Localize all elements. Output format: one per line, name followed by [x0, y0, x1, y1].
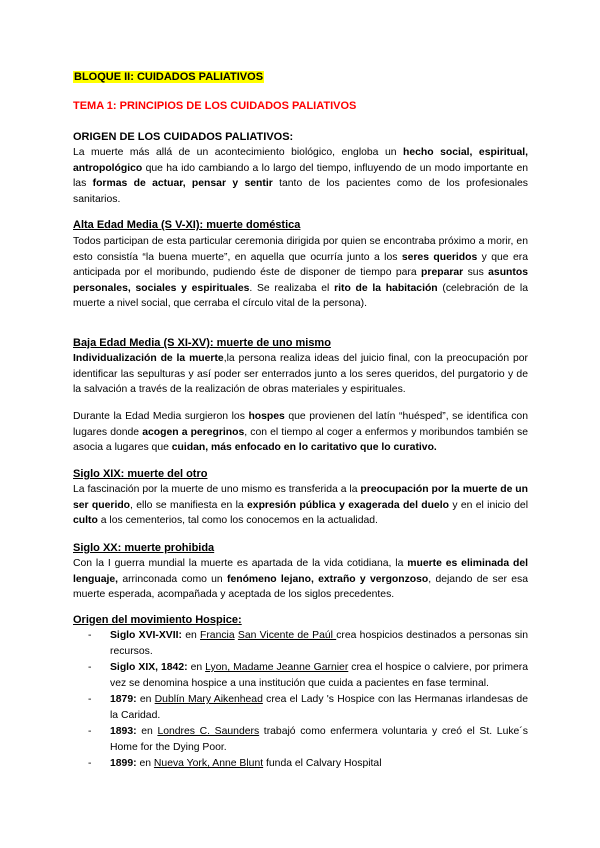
- xx-century-paragraph: Con la I guerra mundial la muerte es apartada de la vida cotidiana, la muerte es eliminada del lenguaje, arrinconada como un fenómeno lejano, extraño y vergonzoso, dejando de ser esa muerte esperada, acompañada y aceptada de los siglos precedentes.: [73, 558, 528, 600]
- list-item: - Siglo XVI-XVII: en Francia San Vicente de Paúl crea hospicios destinados a personas sin recursos.: [88, 630, 529, 657]
- hospice-heading: Origen del movimiento Hospice:: [73, 614, 242, 626]
- origin-heading: ORIGEN DE LOS CUIDADOS PALIATIVOS:: [73, 131, 294, 143]
- list-dash: -: [88, 758, 92, 769]
- list-dash: -: [88, 662, 92, 673]
- hospice-list: [88, 628, 528, 773]
- list-dash: -: [88, 694, 92, 705]
- xix-century-heading: Siglo XIX: muerte del otro: [73, 468, 208, 480]
- list-item: - 1879: en Dublín Mary Aikenhead crea el Lady 's Hospice con las Hermanas irlandesas de la Caridad.: [88, 694, 528, 721]
- low-middle-ages-heading: Baja Edad Media (S XI-XV): muerte de uno mismo: [73, 337, 331, 349]
- block-title: BLOQUE II: CUIDADOS PALIATIVOS: [74, 71, 264, 83]
- list-item: - Siglo XIX, 1842: en Lyon, Madame Jeanne Garnier crea el hospice o calviere, por primera vez se denomina hospice a una institución que cuida a pacientes en fase terminal.: [88, 662, 528, 689]
- low-middle-ages-paragraph: Individualización de la muerte,la persona realiza ideas del juicio final, con la preocupación por identificar las sepulturas y así poder ser enterrados junto a los seres queridos, del purgatorio y de la salvación a través de la realización de obras materiales y espirituales.: [73, 353, 528, 395]
- list-dash: -: [88, 726, 92, 737]
- origin-paragraph: La muerte más allá de un acontecimiento biológico, engloba un hecho social, espiritual, antropológico que ha ido cambiando a lo largo del tiempo, influyendo de un modo importante en las formas de actuar, pensar y sentir tanto de los pacientes como de los profesionales sanitarios.: [73, 147, 528, 205]
- xx-century-heading: Siglo XX: muerte prohibida: [73, 542, 215, 554]
- list-item: - 1899: en Nueva York, Anne Blunt funda el Calvary Hospital: [88, 756, 528, 772]
- list-dash: -: [88, 630, 92, 641]
- high-middle-ages-paragraph: Todos participan de esta particular ceremonia dirigida por quien se encontraba próximo a morir, en esto consistía “la buena muerte”, en aquella que ocurría junto a los seres queridos y que era anticipada por el moribundo, pudiendo éste de disponer de tiempo para preparar sus asuntos personales, sociales y espirituales. Se realizaba el rito de la habitación (celebración de la muerte a nivel social, que cerraba el círculo vital de la persona).: [73, 236, 528, 309]
- topic-title: TEMA 1: PRINCIPIOS DE LOS CUIDADOS PALIATIVOS: [73, 100, 357, 112]
- xix-century-paragraph: La fascinación por la muerte de uno mismo es transferida a la preocupación por la muerte de un ser querido, ello se manifiesta en la expresión pública y exagerada del duelo y en el inicio del culto a los cementerios, tal como los conocemos en la actualidad.: [73, 484, 529, 526]
- high-middle-ages-heading: Alta Edad Media (S V-XI): muerte doméstica: [73, 219, 301, 231]
- list-item: - 1893: en Londres C. Saunders trabajó como enfermera voluntaria y creó el St. Luke´s Home for the Dying Poor.: [88, 726, 528, 753]
- hospes-paragraph: Durante la Edad Media surgieron los hospes que provienen del latín “huésped”, se identifica con lugares donde acogen a peregrinos, con el tiempo al coger a enfermos y moribundos también se asocia a lugares que cuidan, más enfocado en lo caritativo que lo curativo.: [73, 411, 528, 453]
